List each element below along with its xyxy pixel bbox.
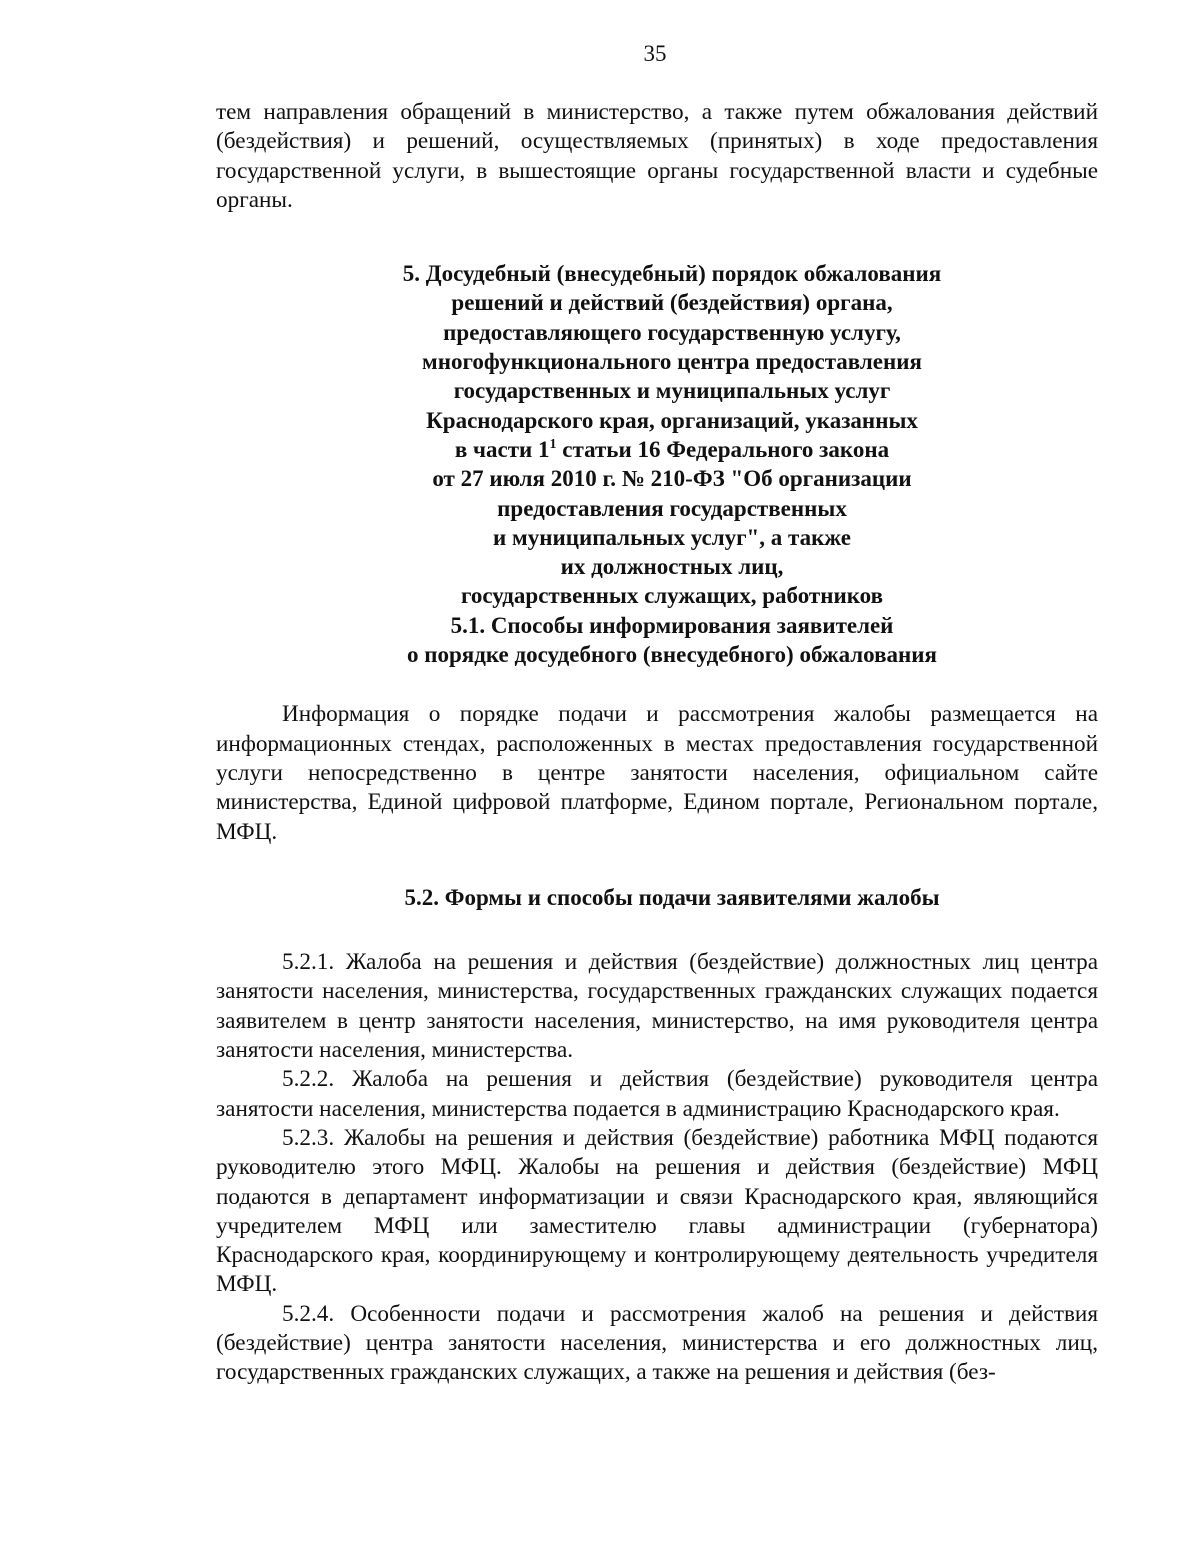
heading-line: их должностных лиц, — [560, 554, 784, 580]
page-number: 35 — [643, 41, 667, 66]
intro-paragraph: тем направления обращений в министерство, а также путем обжалования действий (бездействия) и решений, осуществляемых (принятых) в ходе предоставления государственной услуги, в вышестоящие органы государственной власти и судебные органы. — [216, 99, 1098, 213]
heading-line: предоставления государственных — [497, 495, 847, 521]
heading-line: решений и действий (бездействия) органа, — [451, 290, 893, 316]
document-body — [216, 98, 1098, 1388]
paragraph-5-2-1: 5.2.1. Жалоба на решения и действия (бездействие) должностных лиц центра занятости населения, министерства, государственных гражданских служащих подается заявителем в центр занятости населения, министерство, на имя руководителя центра занятости населения, министерства. — [216, 949, 1098, 1064]
heading-line: государственных служащих, работников — [460, 583, 884, 609]
heading-line: 5.1. Способы информирования заявителей — [450, 612, 894, 638]
section-5-heading — [226, 259, 1118, 669]
superscript: 1 — [549, 436, 557, 452]
heading-line: Краснодарского края, организаций, указанных — [426, 407, 918, 433]
heading-line: от 27 июля 2010 г. № 210-ФЗ "Об организации — [432, 466, 912, 492]
heading-line: многофункционального центра предоставления — [422, 349, 922, 375]
paragraph-5-2-2: 5.2.2. Жалоба на решения и действия (бездействие) руководителя центра занятости населения, министерства подается в администрацию Краснодарского края. — [216, 1066, 1098, 1122]
paragraph-5-2-3: 5.2.3. Жалобы на решения и действия (бездействие) работника МФЦ подаются руководителю этого МФЦ. Жалобы на решения и действия (бездействие) МФЦ подаются в департамент информатизации и связи Краснодарского края, являющийся учредителем МФЦ или заместителю главы администрации (губернатора) Краснодарского края, координирующему и контролирующему деятельность учредителя МФЦ. — [216, 1124, 1098, 1298]
heading-line-part: статьи 16 Федерального закона — [556, 436, 890, 462]
heading-line-part: в части 1 — [454, 436, 550, 462]
info-paragraph: Информация о порядке подачи и рассмотрения жалобы размещается на информационных стендах, расположенных в местах предоставления государственной услуги непосредственно в центре занятости населения, официальном сайте министерства, Единой цифровой платформе, Едином портале, Региональном портале, МФЦ. — [216, 701, 1098, 845]
heading-line: и муниципальных услуг", а также — [493, 524, 851, 550]
heading-line: государственных и муниципальных услуг — [453, 378, 891, 404]
heading-line: о порядке досудебного (внесудебного) обжалования — [407, 642, 937, 668]
section-5-2-heading: 5.2. Формы и способы подачи заявителями жалобы — [404, 884, 940, 910]
heading-line: предоставляющего государственную услугу, — [443, 319, 901, 345]
heading-line-with-superscript — [226, 435, 1118, 464]
heading-line: 5. Досудебный (внесудебный) порядок обжалования — [402, 261, 942, 287]
paragraph-5-2-4: 5.2.4. Особенности подачи и рассмотрения жалоб на решения и действия (бездействие) центра занятости населения, министерства и его должностных лиц, государственных гражданских служащих, а также на решения и действия (без- — [216, 1300, 1098, 1386]
